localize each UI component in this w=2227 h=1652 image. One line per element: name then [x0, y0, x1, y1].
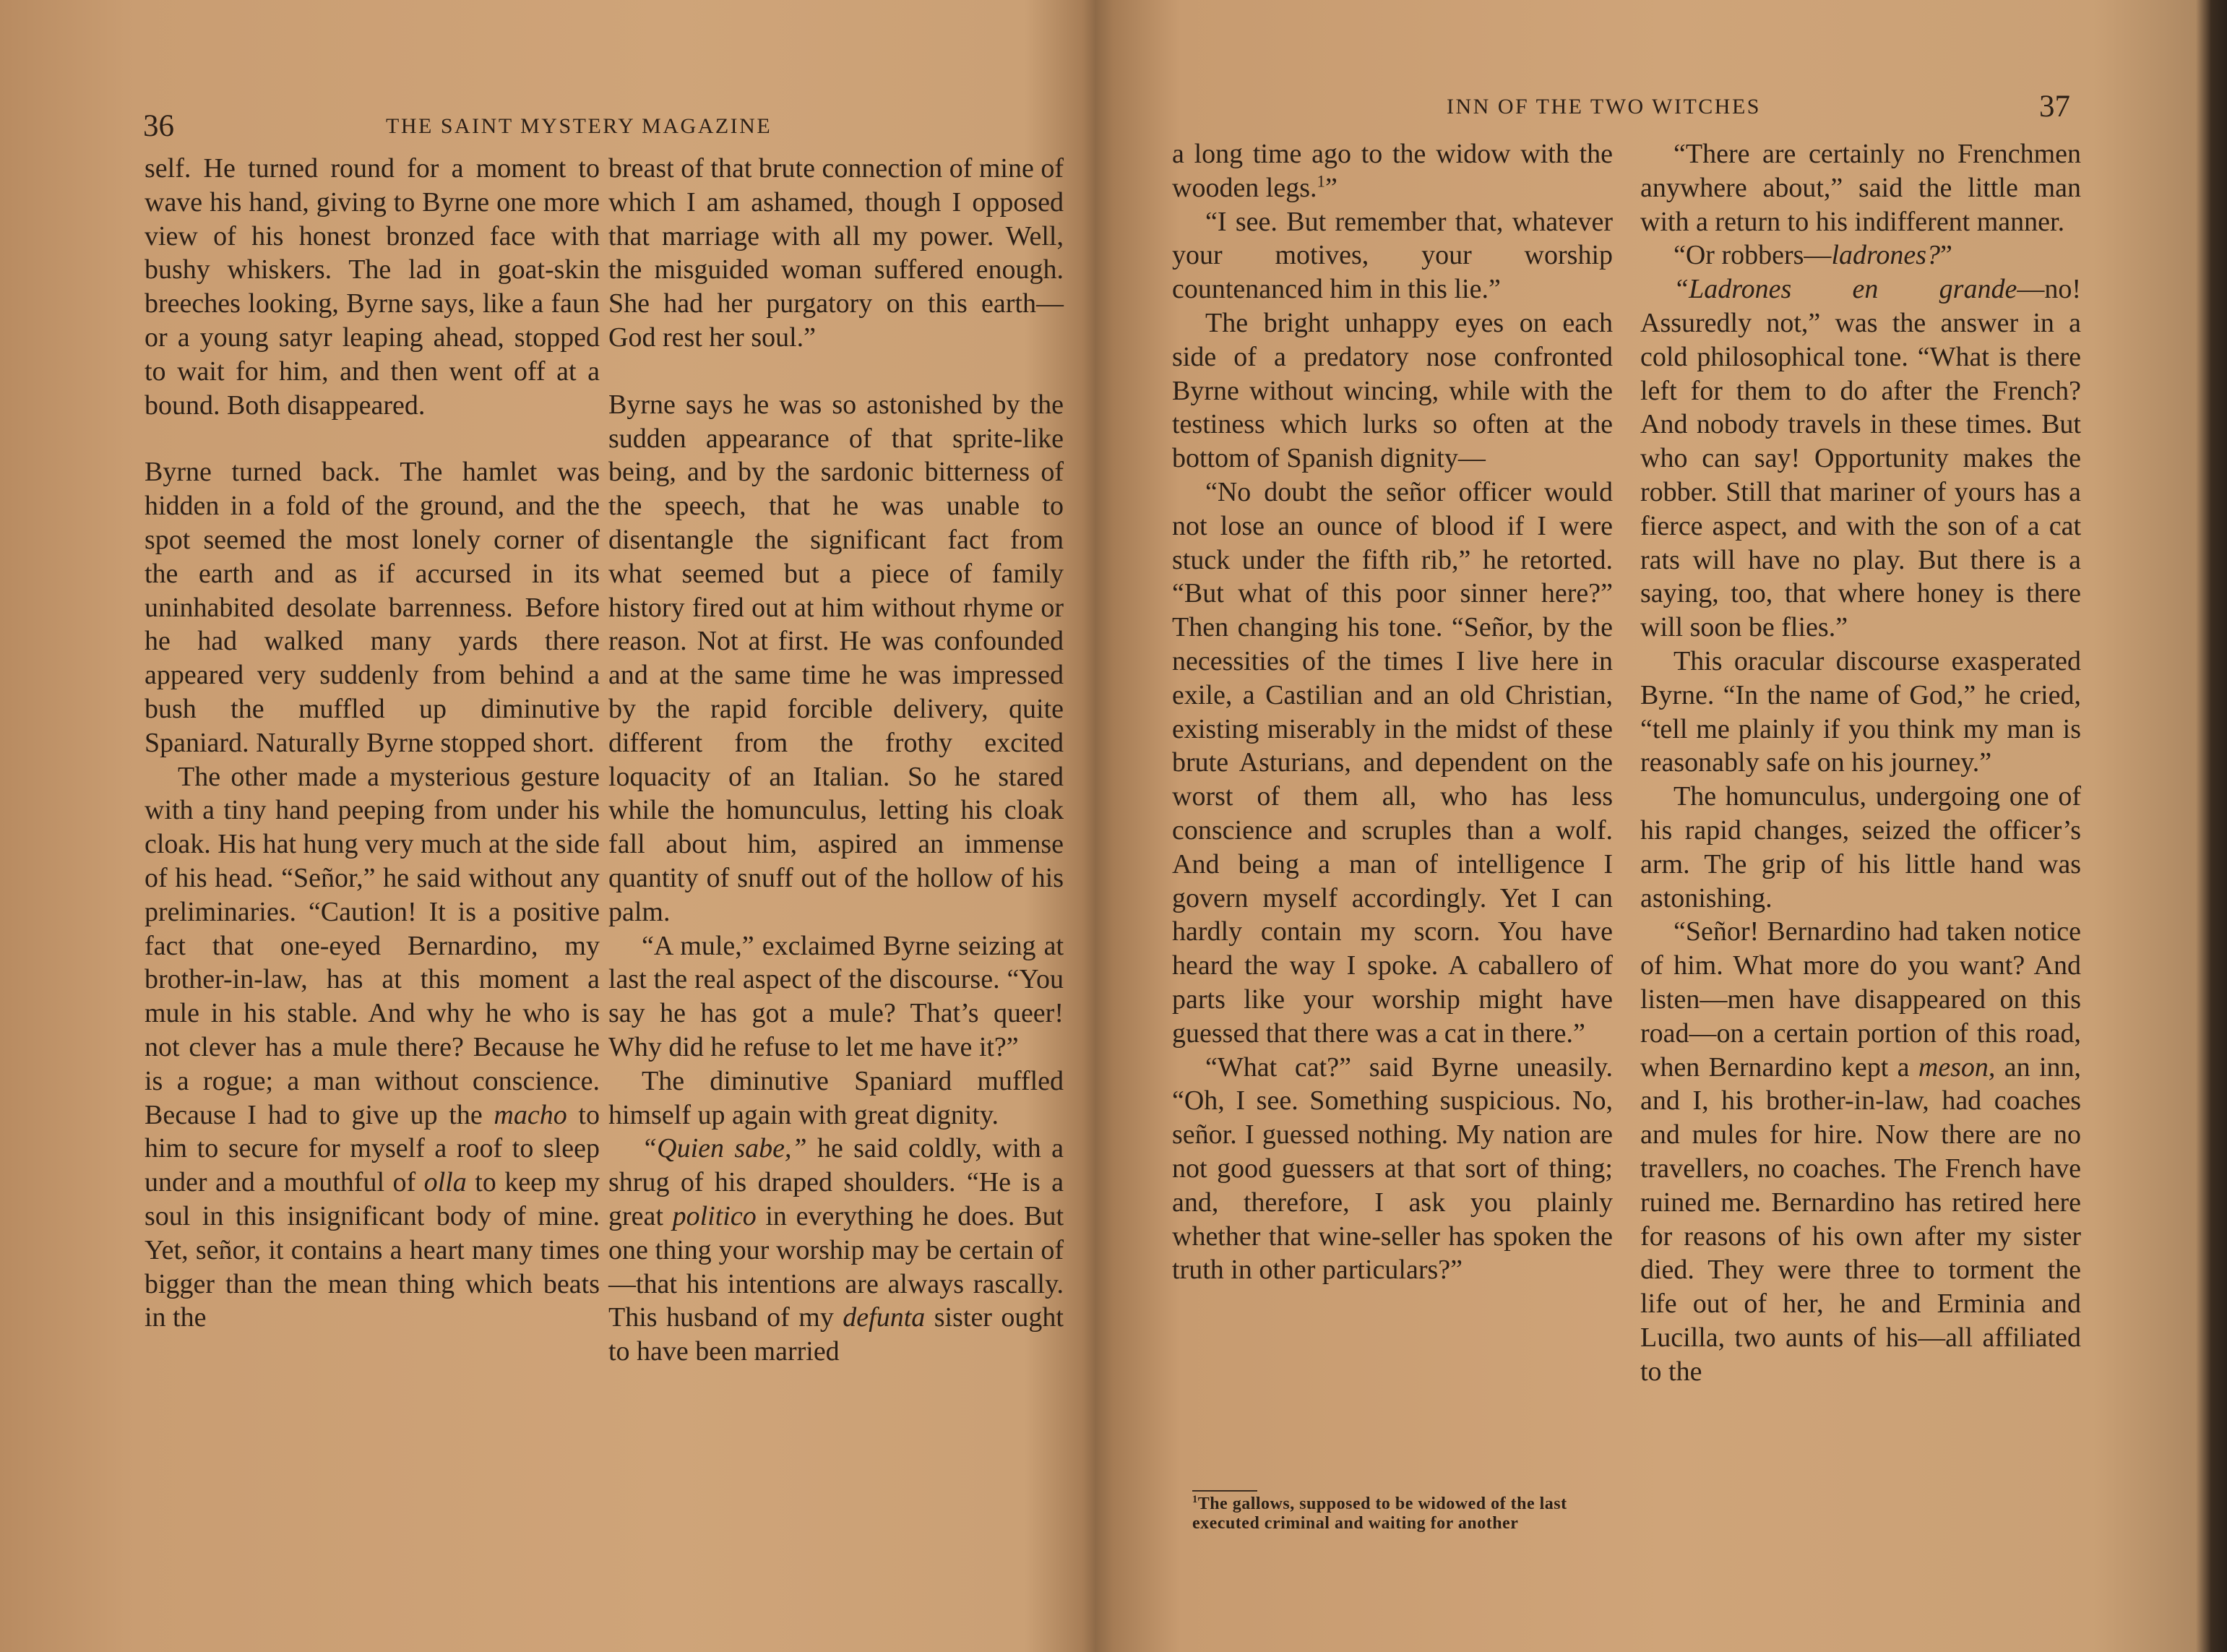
right-page-header: [1084, 89, 2139, 132]
page-number: 37: [2039, 90, 2070, 124]
paragraph: “What cat?” said Byrne uneasily. “Oh, I see. Something suspicious. No, señor. I guessed nothing. My nation are not good guessers at that sort of thing; and, therefore, I ask you plainly whether that wine-seller has spoken the truth in other particulars?”: [1172, 1051, 1613, 1286]
text-column-right-1: [1172, 137, 1613, 1287]
text-column-left-2: [608, 152, 1064, 1369]
paragraph: The diminutive Spaniard muffled himself up again with great dignity.: [608, 1065, 1064, 1130]
page-number: 36: [143, 109, 174, 143]
paragraph: “Ladrones en grande—no! Assuredly not,” was the answer in a cold philosophical tone. “What is there left for them to do after the French? And nobody travels in these times. But who can say! Opportunity makes the robber. Still that mariner of yours has a fierce aspect, and with the son of a cat rats will have no play. But there is a saying, too, that where honey is there will soon be flies.”: [1640, 274, 2081, 643]
paragraph: “There are certainly no Frenchmen anywhere about,” said the little man with a return to his indifferent manner.: [1640, 139, 2081, 237]
left-page-header: [143, 108, 1082, 152]
text-column-right-2: [1640, 137, 2081, 1388]
paragraph: “No doubt the señor officer would not lose an ounce of blood if I were stuck under the fifth rib,” he retorted. “But what of this poor sinner here?” Then changing his tone. “Señor, by the necessities of the times I live here in exile, a Castilian and an old Christian, existing miserably in the midst of these brute Asturians, and dependent on the worst of them all, who has less conscience and scruples than a wolf. And being a man of intelligence I govern myself accordingly. Yet I can hardly contain my scorn. You have heard the way I spoke. A caballero of parts like your worship might have guessed that there was a cat in there.”: [1172, 476, 1613, 1049]
footnote-rule: [1192, 1490, 1257, 1492]
paragraph: The bright unhappy eyes on each side of a predatory nose confronted Byrne without wincing, while with the testiness which lurks so often at the bottom of Spanish dignity—: [1172, 307, 1613, 474]
running-head: INN OF THE TWO WITCHES: [1447, 95, 1761, 119]
text-column-left-1: [145, 152, 600, 1335]
paragraph: “Quien sabe,” he said coldly, with a shrug of his draped shoulders. “He is a great politico in everything he does. But one thing your worship may be certain of—that his intentions are always rascally. This husband of my defunta sister ought to have been married: [608, 1133, 1064, 1367]
paragraph: “Señor! Bernardino had taken notice of him. What more do you want? And listen—men have disappeared on this road—on a certain portion of this road, when Bernardino kept a meson, an inn, and I, his brother-in-law, had coaches and mules for hire. Now there are no travellers, no coaches. The French have ruined me. Bernardino has retired here for reasons of his own after my sister died. They were three to torment the life out of her, he and Erminia and Lucilla, two aunts of his—all affiliated to the: [1640, 916, 2081, 1387]
paragraph: “A mule,” exclaimed Byrne seizing at last the real aspect of the discourse. “You say he has got a mule? That’s queer! Why did he refuse to let me have it?”: [608, 930, 1064, 1062]
running-head: THE SAINT MYSTERY MAGAZINE: [386, 114, 772, 138]
paragraph: self. He turned round for a moment to wave his hand, giving to Byrne one more view of his honest bronzed face with bushy whiskers. The lad in goat-skin breeches looking, Byrne says, like a faun or a young satyr leaping ahead, stopped to wait for him, and then went off at a bound. Both disappeared.: [145, 153, 600, 421]
paragraph: breast of that brute connection of mine of which I am ashamed, though I opposed that marriage with all my power. Well, the misguided woman suffered enough. She had her purgatory on this earth—God rest her soul.”: [608, 153, 1064, 353]
footnote: $^1$The gallows, supposed to be widowed of the last executed criminal and waiting for another: [1192, 1494, 1567, 1533]
paragraph: “I see. But remember that, whatever your motives, your worship countenanced him in this lie.”: [1172, 206, 1613, 305]
paragraph: This oracular discourse exasperated Byrne. “In the name of God,” he cried, “tell me plainly if you think my man is reasonably safe on his journey.”: [1640, 645, 2081, 778]
paragraph: “Or robbers—ladrones?”: [1674, 240, 1952, 271]
paragraph: Byrne says he was so astonished by the sudden appearance of that sprite-like being, and by the sardonic bitterness of the speech, that he was unable to disentangle the significant fact from what seemed but a piece of family history fired out at him without rhyme or reason. Not at first. He was confounded and at the same time he was impressed by the rapid forcible delivery, quite different from the frothy excited loquacity of an Italian. So he stared while the homunculus, letting his cloak fall about him, aspired an immense quantity of snuff out of the hollow of his palm.: [608, 389, 1064, 927]
paragraph: The other made a mysterious gesture with a tiny hand peeping from under his cloak. His hat hung very much at the side of his head. “Señor,” he said without any preliminaries. “Caution! It is a positive fact that one-eyed Bernardino, my brother-in-law, has at this moment a mule in his stable. And why he who is not clever has a mule there? Because he is a rogue; a man without conscience. Because I had to give up the macho to him to secure for myself a roof to sleep under and a mouthful of olla to keep my soul in this insignificant body of mine. Yet, señor, it contains a heart many times bigger than the mean thing which beats in the: [145, 761, 600, 1333]
paragraph: a long time ago to the widow with the wooden legs.$^1$”: [1172, 139, 1613, 203]
paragraph: The homunculus, undergoing one of his rapid changes, seized the officer’s arm. The grip of his little hand was astonishing.: [1640, 781, 2081, 913]
paragraph: Byrne turned back. The hamlet was hidden in a fold of the ground, and the spot seemed the most lonely corner of the earth and as if accursed in its uninhabited desolate barrenness. Before he had walked many yards there appeared very suddenly from behind a bush the muffled up diminutive Spaniard. Naturally Byrne stopped short.: [145, 457, 600, 758]
left-page: [0, 0, 1077, 1652]
right-page: [1084, 0, 2211, 1652]
